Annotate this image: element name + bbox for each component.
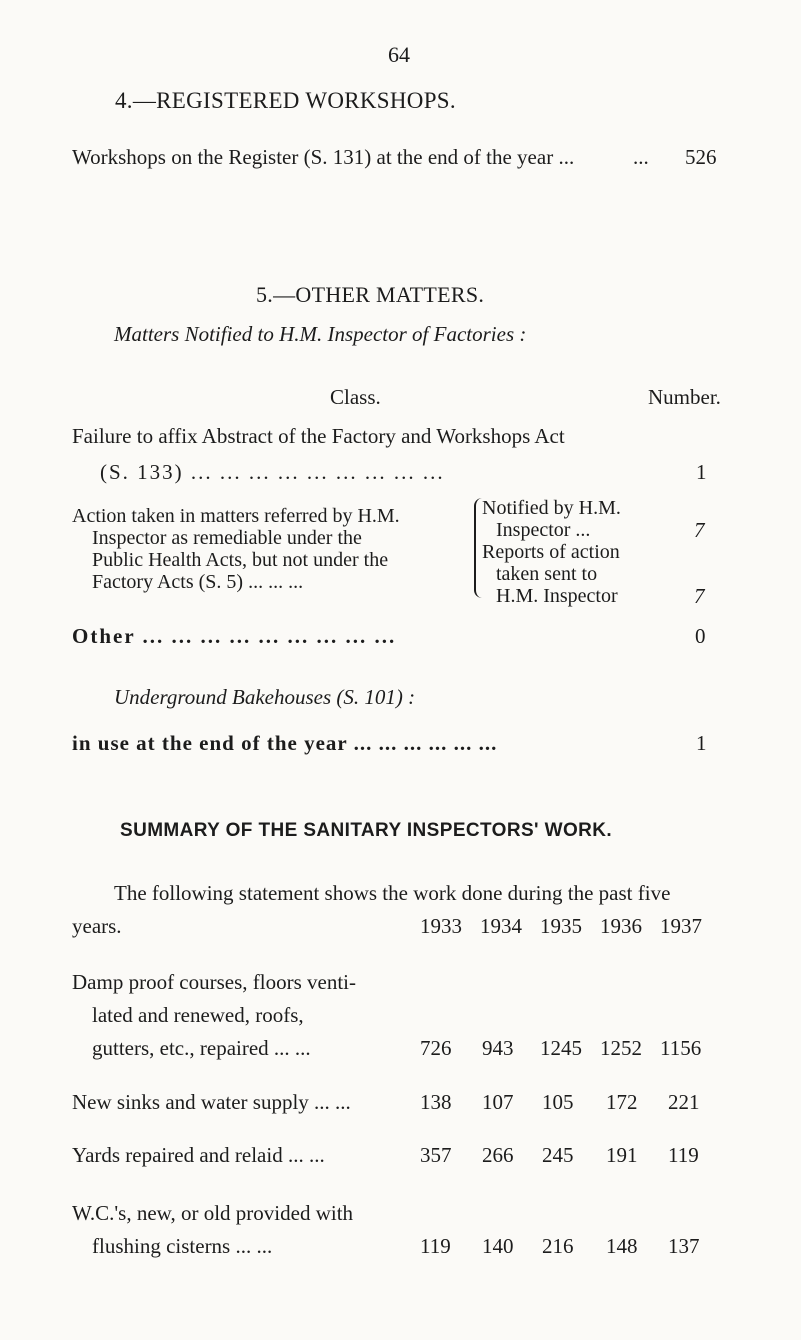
row-3-value-1936: 191 — [606, 1143, 638, 1167]
action-line-1: Action taken in matters referred by H.M. — [72, 505, 400, 527]
row-4-value-1933: 119 — [420, 1234, 451, 1258]
year-header-1933: 1933 — [420, 914, 462, 938]
row-2-value-1937: 221 — [668, 1090, 700, 1114]
column-class-header: Class. — [330, 385, 381, 409]
summary-heading: SUMMARY OF THE SANITARY INSPECTORS' WORK. — [120, 820, 613, 841]
failure-line-2: (S. 133) ... ... ... ... ... ... ... ... ... — [100, 460, 445, 484]
row-1-value-1935: 1245 — [540, 1036, 582, 1060]
year-header-1937: 1937 — [660, 914, 702, 938]
brace-item-2: Inspector ... — [496, 519, 591, 541]
brace-item-5: H.M. Inspector — [496, 585, 618, 607]
page-number: 64 — [388, 42, 410, 67]
workshops-register-dots: ... — [633, 145, 649, 169]
row-1-label-line-3: gutters, etc., repaired ... ... — [92, 1036, 311, 1060]
year-header-1934: 1934 — [480, 914, 522, 938]
row-2-value-1935: 105 — [542, 1090, 574, 1114]
brace-item-3: Reports of action — [482, 541, 620, 563]
row-4-value-1936: 148 — [606, 1234, 638, 1258]
row-4-label-line-1: W.C.'s, new, or old provided with — [72, 1201, 354, 1225]
row-1-value-1933: 726 — [420, 1036, 452, 1060]
other-label: Other ... ... ... ... ... ... ... ... ... — [72, 624, 397, 648]
row-4-value-1934: 140 — [482, 1234, 514, 1258]
workshops-register-value: 526 — [685, 145, 717, 169]
row-1-value-1936: 1252 — [600, 1036, 642, 1060]
row-4-value-1937: 137 — [668, 1234, 700, 1258]
action-line-2: Inspector as remediable under the — [92, 527, 362, 549]
action-line-3: Public Health Acts, but not under the — [92, 549, 389, 571]
row-3-label: Yards repaired and relaid ... ... — [72, 1143, 325, 1167]
row-1-label-line-1: Damp proof courses, floors venti- — [72, 970, 357, 994]
notified-value: 7 — [694, 518, 705, 542]
bakehouses-line: in use at the end of the year ... ... ... ... ... ... — [72, 731, 498, 755]
row-1-value-1934: 943 — [482, 1036, 514, 1060]
row-2-value-1936: 172 — [606, 1090, 638, 1114]
row-2-value-1933: 138 — [420, 1090, 452, 1114]
row-3-value-1934: 266 — [482, 1143, 514, 1167]
row-4-value-1935: 216 — [542, 1234, 574, 1258]
row-4-label-line-2: flushing cisterns ... ... — [92, 1234, 273, 1258]
workshops-register-label: Workshops on the Register (S. 131) at the end of the year ... — [72, 145, 575, 169]
row-1-value-1937: 1156 — [660, 1036, 702, 1060]
year-header-1936: 1936 — [600, 914, 642, 938]
summary-intro-line-1: The following statement shows the work done during the past five — [114, 881, 671, 905]
row-2-value-1934: 107 — [482, 1090, 514, 1114]
row-3-value-1935: 245 — [542, 1143, 574, 1167]
brace-item-1: Notified by H.M. — [482, 497, 621, 519]
failure-line-1: Failure to affix Abstract of the Factory and Workshops Act — [72, 424, 565, 448]
other-value: 0 — [695, 624, 706, 648]
section-4-heading: 4.—REGISTERED WORKSHOPS. — [115, 88, 456, 113]
row-3-value-1937: 119 — [668, 1143, 699, 1167]
year-header-1935: 1935 — [540, 914, 582, 938]
row-1-label-line-2: lated and renewed, roofs, — [92, 1003, 304, 1027]
brace-item-4: taken sent to — [496, 563, 598, 585]
column-number-header: Number. — [648, 385, 721, 409]
summary-intro-line-2: years. — [72, 914, 122, 938]
row-2-label: New sinks and water supply ... ... — [72, 1090, 351, 1114]
bakehouses-heading: Underground Bakehouses (S. 101) : — [114, 685, 416, 709]
bakehouses-value: 1 — [696, 731, 707, 755]
matters-notified-subheading: Matters Notified to H.M. Inspector of Factories : — [114, 322, 527, 346]
section-5-heading: 5.—OTHER MATTERS. — [256, 282, 485, 307]
action-line-4: Factory Acts (S. 5) ... ... ... — [92, 571, 304, 593]
reports-value: 7 — [694, 584, 705, 608]
row-3-value-1933: 357 — [420, 1143, 452, 1167]
failure-value: 1 — [696, 460, 707, 484]
